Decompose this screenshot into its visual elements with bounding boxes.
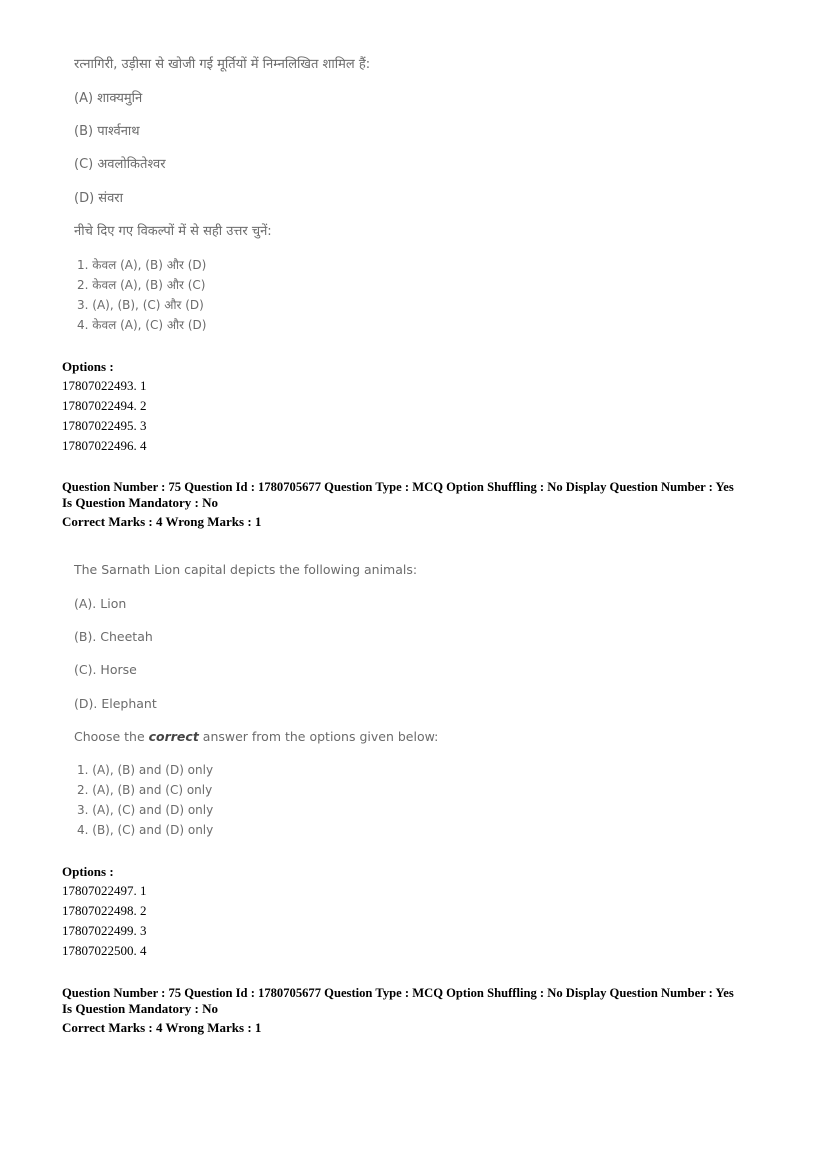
question-meta-3-line2: Is Question Mandatory : No: [62, 1001, 219, 1016]
question-1-choice-2: 2. केवल (A), (B) और (C): [77, 278, 206, 292]
question-2-choice-4: 4. (B), (C) and (D) only: [77, 823, 214, 837]
question-meta-3-line1: Question Number : 75 Question Id : 1780705677 Question Type : MCQ Option Shuffling : No Display Question Number : Yes: [62, 986, 734, 1000]
question-2-instruction-pre: Choose the: [74, 729, 149, 744]
question-2-choice-1: 1. (A), (B) and (D) only: [77, 763, 214, 777]
options-1-row: 17807022495. 3: [62, 418, 147, 433]
question-2-choice-3: 3. (A), (C) and (D) only: [77, 803, 214, 817]
options-1-row: 17807022494. 2: [62, 398, 147, 413]
question-meta-2-line2: Is Question Mandatory : No: [62, 495, 219, 510]
question-1-choice-1: 1. केवल (A), (B) और (D): [77, 258, 207, 272]
question-meta-2-line1: Question Number : 75 Question Id : 1780705677 Question Type : MCQ Option Shuffling : No Display Question Number : Yes: [62, 480, 734, 494]
question-meta-2-line3: Correct Marks : 4 Wrong Marks : 1: [62, 514, 262, 529]
question-2-stem: The Sarnath Lion capital depicts the following animals:: [74, 562, 418, 577]
options-2-label: Options :: [62, 864, 114, 879]
options-2-row: 17807022497. 1: [62, 883, 147, 898]
question-2-instruction-post: answer from the options given below:: [198, 729, 439, 744]
question-2-instruction: [74, 729, 438, 744]
question-meta-3-line3: Correct Marks : 4 Wrong Marks : 1: [62, 1020, 262, 1035]
question-2-item-a: (A). Lion: [74, 596, 127, 611]
question-2-item-d: (D). Elephant: [74, 696, 157, 711]
options-1-row: 17807022496. 4: [62, 438, 147, 453]
question-2-item-c: (C). Horse: [74, 662, 137, 677]
question-1-instruction: नीचे दिए गए विकल्पों में से सही उत्तर चुनें:: [74, 224, 272, 239]
question-1-stem: रत्नागिरी, उड़ीसा से खोजी गई मूर्तियों में निम्नलिखित शामिल हैं:: [74, 57, 371, 72]
question-1-item-d: (D) संवरा: [74, 191, 123, 206]
question-1-choice-4: 4. केवल (A), (C) और (D): [77, 318, 207, 332]
question-1-choice-3: 3. (A), (B), (C) और (D): [77, 298, 204, 312]
options-1-label: Options :: [62, 359, 114, 374]
options-2-row: 17807022498. 2: [62, 903, 147, 918]
options-2-row: 17807022500. 4: [62, 943, 147, 958]
question-2-instruction-emphasis: correct: [148, 729, 199, 744]
question-1-item-c: (C) अवलोकितेश्वर: [74, 157, 166, 172]
question-2-item-b: (B). Cheetah: [74, 629, 153, 644]
options-1-row: 17807022493. 1: [62, 378, 147, 393]
options-2-row: 17807022499. 3: [62, 923, 147, 938]
question-1-item-b: (B) पार्श्वनाथ: [74, 124, 140, 139]
question-1-item-a: (A) शाक्यमुनि: [74, 91, 143, 106]
question-2-choice-2: 2. (A), (B) and (C) only: [77, 783, 213, 797]
